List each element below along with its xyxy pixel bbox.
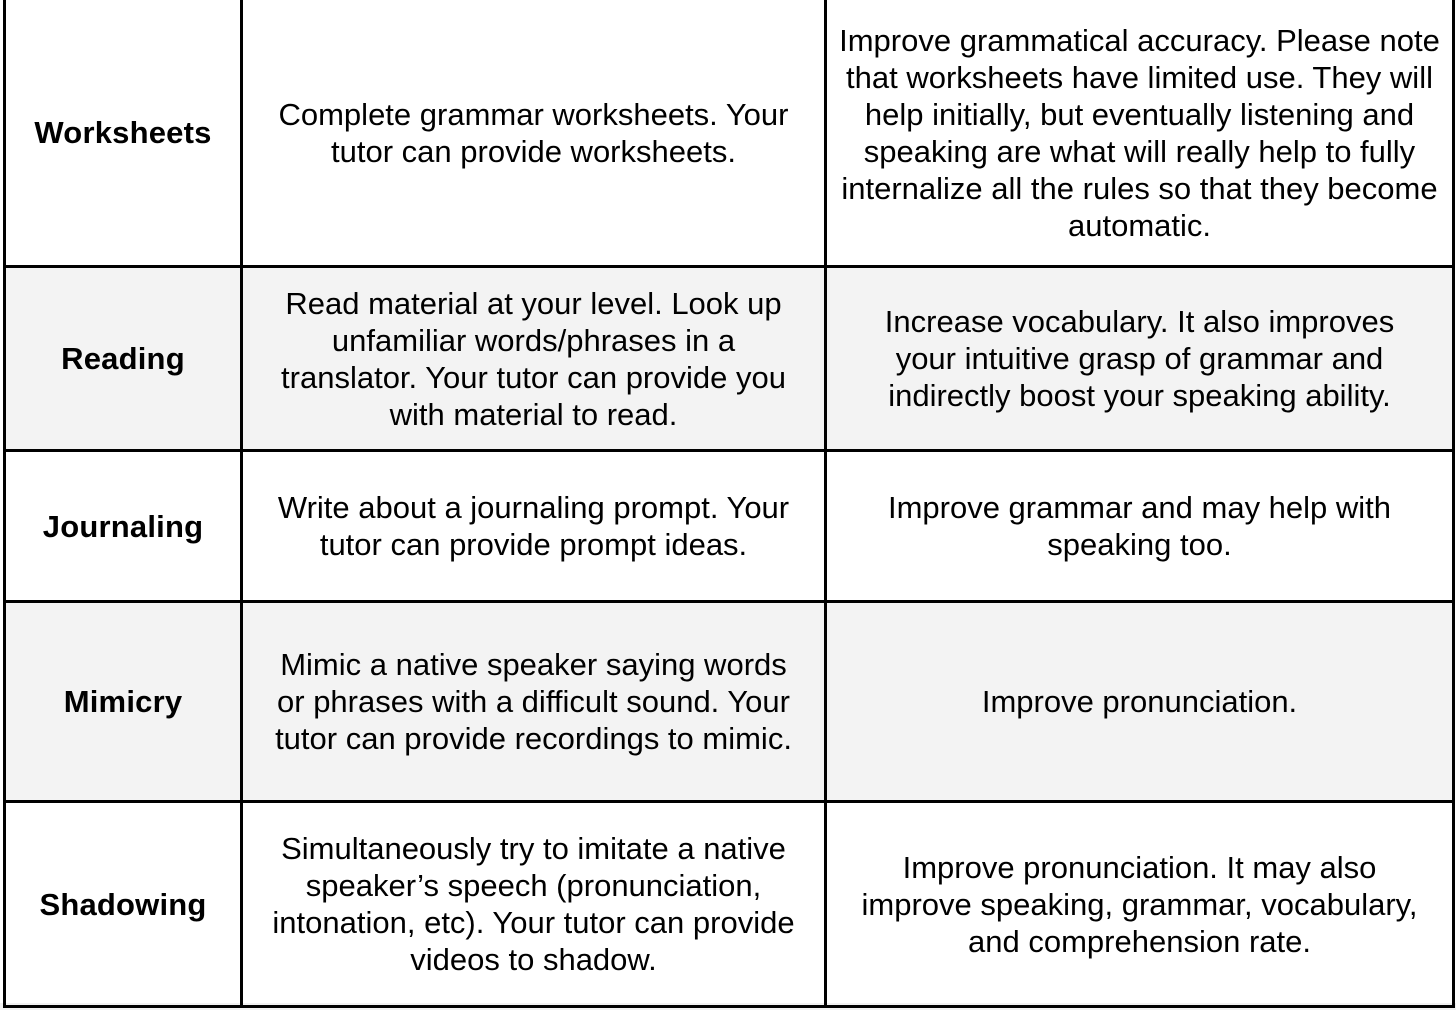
description-cell: Complete grammar worksheets. Your tutor can provide worksheets. — [242, 0, 826, 267]
description-cell: Simultaneously try to imitate a native speaker’s speech (pronunciation, intonation, etc). Your tutor can provide videos to shadow. — [242, 802, 826, 1007]
activity-name-cell: Journaling — [5, 451, 242, 602]
activity-name-cell: Mimicry — [5, 602, 242, 802]
description-cell: Mimic a native speaker saying words or phrases with a difficult sound. Your tutor can provide recordings to mimic. — [242, 602, 826, 802]
table-row — [5, 0, 1454, 267]
activities-table — [3, 0, 1455, 1008]
benefit-cell: Increase vocabulary. It also improves your intuitive grasp of grammar and indirectly boost your speaking ability. — [826, 267, 1454, 451]
table-row — [5, 802, 1454, 1007]
description-cell: Read material at your level. Look up unfamiliar words/phrases in a translator. Your tutor can provide you with material to read. — [242, 267, 826, 451]
table-row — [5, 451, 1454, 602]
table-row — [5, 267, 1454, 451]
benefit-cell: Improve grammar and may help with speaking too. — [826, 451, 1454, 602]
activity-name-cell: Reading — [5, 267, 242, 451]
benefit-cell: Improve pronunciation. — [826, 602, 1454, 802]
benefit-cell: Improve grammatical accuracy. Please note that worksheets have limited use. They will help initially, but eventually listening and speaking are what will really help to fully internalize all the rules so that they become automatic. — [826, 0, 1454, 267]
description-cell: Write about a journaling prompt. Your tutor can provide prompt ideas. — [242, 451, 826, 602]
activity-name-cell: Worksheets — [5, 0, 242, 267]
benefit-cell: Improve pronunciation. It may also improve speaking, grammar, vocabulary, and comprehension rate. — [826, 802, 1454, 1007]
table-row — [5, 602, 1454, 802]
activity-name-cell: Shadowing — [5, 802, 242, 1007]
